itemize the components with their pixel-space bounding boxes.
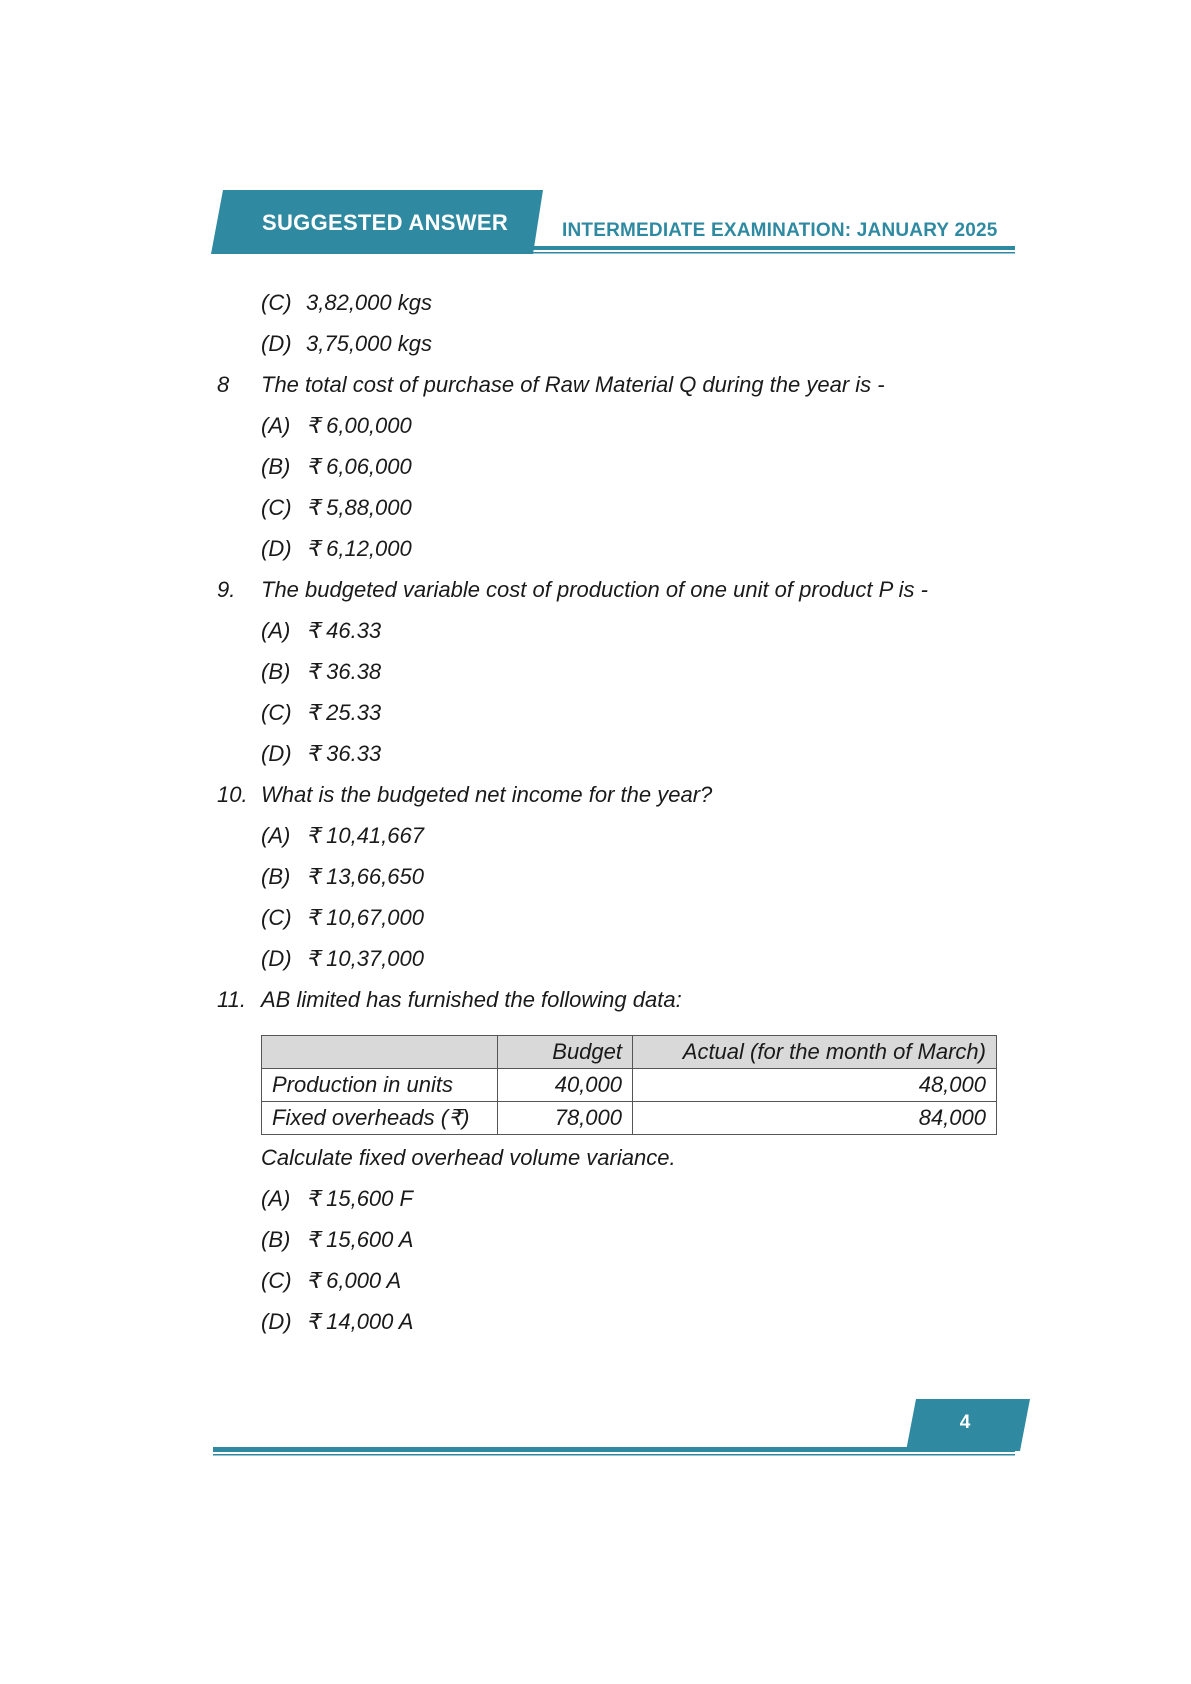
option-value: ₹ 6,12,000 xyxy=(306,536,412,561)
question-number: 10. xyxy=(217,782,248,807)
table-cell: Production in units xyxy=(262,1069,498,1102)
option-value: ₹ 14,000 A xyxy=(306,1309,414,1334)
option-letter: (C) xyxy=(261,1268,292,1293)
option-letter: (A) xyxy=(261,1186,291,1211)
page-number: 4 xyxy=(959,1412,971,1433)
table-cell: 78,000 xyxy=(498,1102,633,1135)
option-letter: (A) xyxy=(261,413,291,438)
option-letter: (D) xyxy=(261,1309,292,1334)
exam-title: INTERMEDIATE EXAMINATION: JANUARY 2025 xyxy=(562,220,998,241)
table-cell: 48,000 xyxy=(633,1069,997,1102)
option-letter: (A) xyxy=(261,823,291,848)
header-title: SUGGESTED ANSWER xyxy=(262,210,509,235)
option-value: ₹ 15,600 A xyxy=(306,1227,414,1252)
table-cell: 40,000 xyxy=(498,1069,633,1102)
option-letter: (B) xyxy=(261,454,291,479)
data-table xyxy=(261,1035,997,1135)
option-value: ₹ 36.38 xyxy=(306,659,382,684)
question-number: 8 xyxy=(217,372,230,397)
option-value: ₹ 6,000 A xyxy=(306,1268,402,1293)
table-row xyxy=(262,1102,997,1135)
option-letter: (B) xyxy=(261,1227,291,1252)
table-header-cell xyxy=(262,1036,498,1069)
option-value: ₹ 6,00,000 xyxy=(306,413,412,438)
option-value: ₹ 25.33 xyxy=(306,700,382,725)
option-letter: (B) xyxy=(261,864,291,889)
question-text: AB limited has furnished the following data: xyxy=(261,987,682,1012)
table-cell: 84,000 xyxy=(633,1102,997,1135)
option-value: ₹ 5,88,000 xyxy=(306,495,412,520)
table-header-cell: Actual (for the month of March) xyxy=(633,1036,997,1069)
option-value: ₹ 46.33 xyxy=(306,618,382,643)
option-value: 3,82,000 kgs xyxy=(306,290,432,315)
option-value: ₹ 13,66,650 xyxy=(306,864,424,889)
option-value: ₹ 36.33 xyxy=(306,741,382,766)
option-value: ₹ 10,37,000 xyxy=(306,946,424,971)
option-letter: (D) xyxy=(261,741,292,766)
option-value: ₹ 6,06,000 xyxy=(306,454,412,479)
table-cell: Fixed overheads (₹) xyxy=(262,1102,498,1135)
option-value: ₹ 15,600 F xyxy=(306,1186,413,1211)
option-letter: (C) xyxy=(261,290,292,315)
option-letter: (D) xyxy=(261,331,292,356)
table-row xyxy=(262,1069,997,1102)
table-header-cell: Budget xyxy=(498,1036,633,1069)
table-header-row xyxy=(262,1036,997,1069)
option-letter: (D) xyxy=(261,536,292,561)
option-letter: (B) xyxy=(261,659,291,684)
instruction-text: Calculate fixed overhead volume variance. xyxy=(261,1145,676,1170)
option-value: ₹ 10,67,000 xyxy=(306,905,424,930)
footer-rule xyxy=(213,1447,1015,1457)
question-number: 9. xyxy=(217,577,236,602)
question-text: The budgeted variable cost of production of one unit of product P is - xyxy=(261,577,928,602)
option-value: 3,75,000 kgs xyxy=(306,331,432,356)
header-rule xyxy=(527,246,1015,254)
question-text: What is the budgeted net income for the year? xyxy=(261,782,713,807)
option-letter: (C) xyxy=(261,495,292,520)
question-number: 11. xyxy=(217,987,246,1012)
option-value: ₹ 10,41,667 xyxy=(306,823,424,848)
option-letter: (A) xyxy=(261,618,291,643)
option-letter: (C) xyxy=(261,905,292,930)
question-text: The total cost of purchase of Raw Material Q during the year is - xyxy=(261,372,885,397)
option-letter: (D) xyxy=(261,946,292,971)
option-letter: (C) xyxy=(261,700,292,725)
